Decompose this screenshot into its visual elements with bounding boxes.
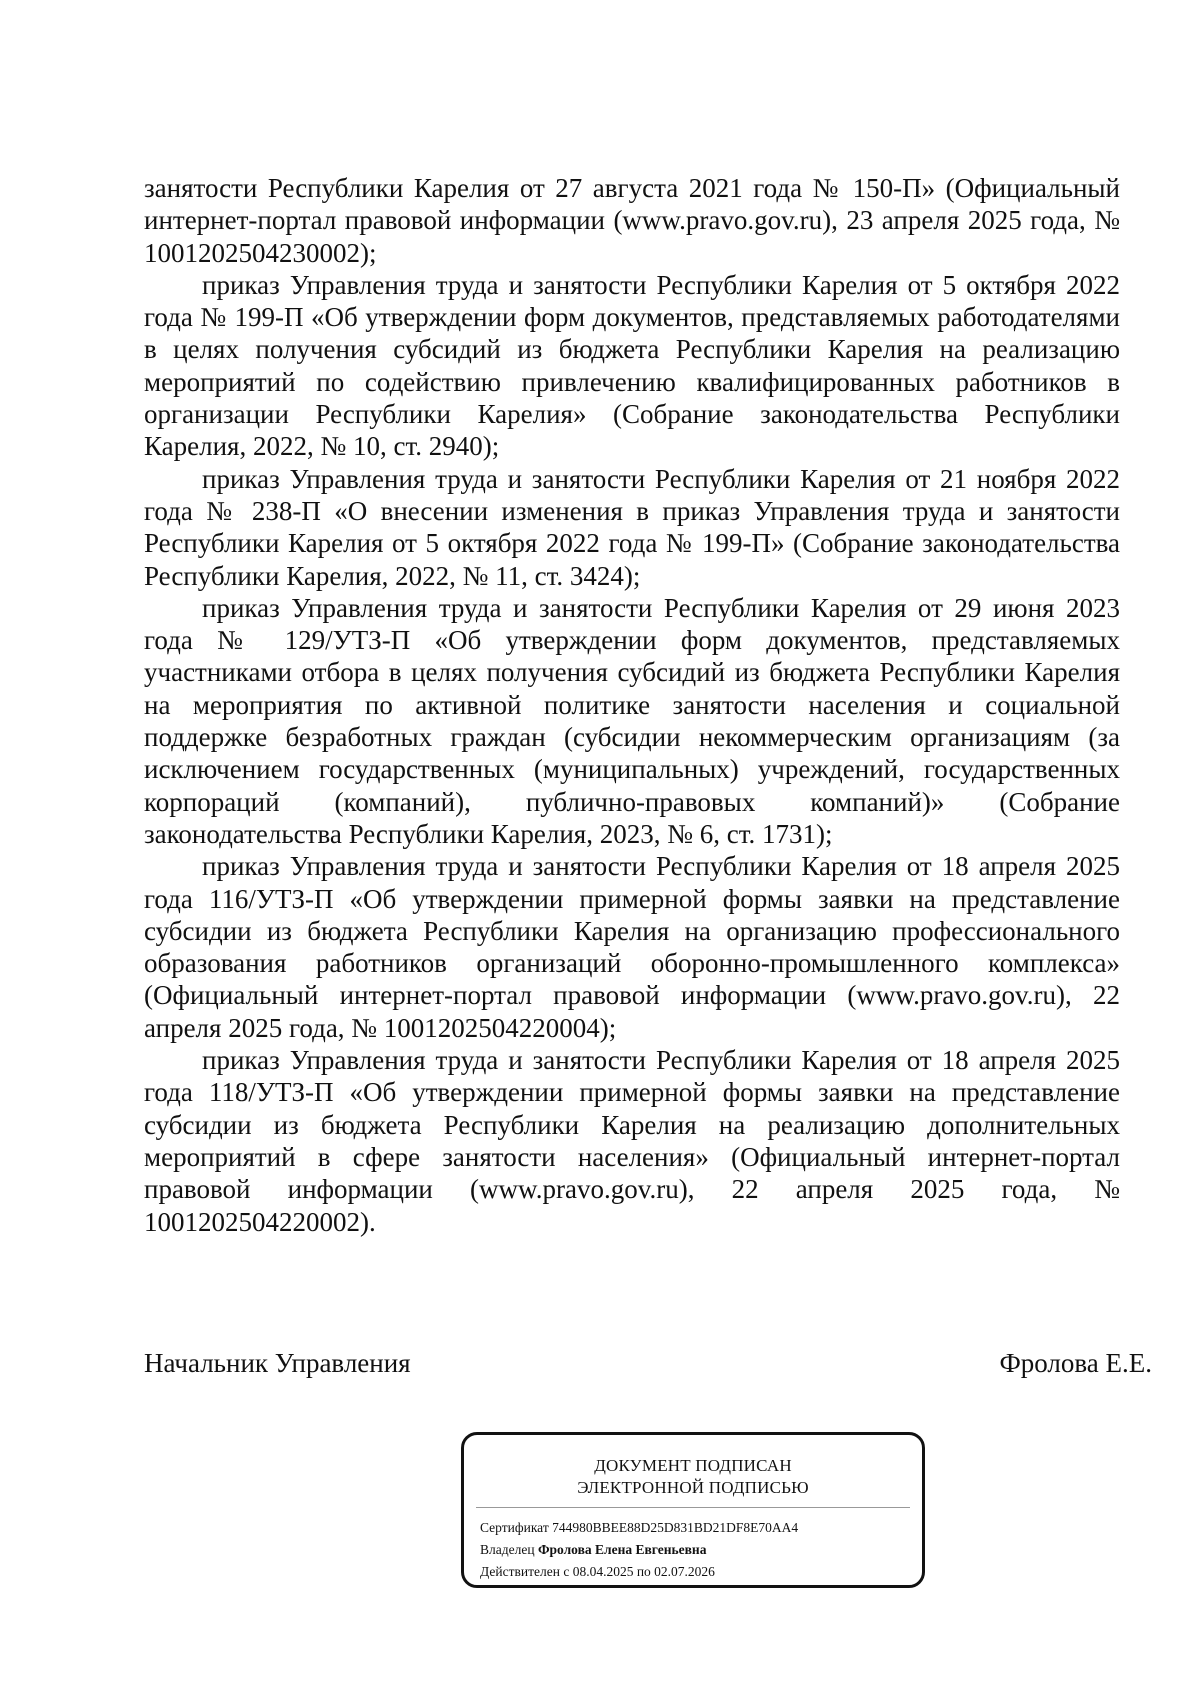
document-body <box>144 172 1120 1238</box>
paragraph-continuation: занятости Республики Карелия от 27 августа 2021 года № 150-П» (Официальный интернет-портал правовой информации (www.pravo.gov.ru), 23 апреля 2025 года, № 1001202504230002); <box>144 173 1120 268</box>
stamp-validity-line <box>480 1561 798 1583</box>
electronic-signature-stamp <box>461 1432 925 1588</box>
valid-to-label: по <box>636 1564 651 1579</box>
signatory-title: Начальник Управления <box>144 1348 411 1378</box>
stamp-certificate-line <box>480 1517 798 1539</box>
valid-from-date: 08.04.2025 <box>572 1564 634 1579</box>
owner-label: Владелец <box>480 1542 535 1557</box>
valid-to-date: 02.07.2026 <box>654 1564 715 1579</box>
certificate-label: Сертификат <box>480 1520 549 1535</box>
paragraph-order-238: приказ Управления труда и занятости Республики Карелия от 21 ноября 2022 года № 238-П «О внесении изменения в приказ Управления труда и занятости Республики Карелия от 5 октября 2022 года № 199-П» (Собрание законодательства Республики Карелия, 2022, № 11, ст. 3424); <box>144 463 1120 591</box>
paragraph-order-129: приказ Управления труда и занятости Республики Карелия от 29 июня 2023 года № 129/УТЗ-П «Об утверждении форм документов, представляемых участниками отбора в целях получения субсидий из бюджета Республики Карелия на мероприятия по активной политике занятости населения и социальной поддержке безработных граждан (субсидии некоммерческим организациям (за исключением государственных (муниципальных) учреждений, государственных корпораций (компаний), публично-правовых компаний)» (Собрание законодательства Республики Карелия, 2023, № 6, ст. 1731); <box>144 592 1120 849</box>
stamp-heading <box>464 1455 922 1499</box>
paragraph-order-118: приказ Управления труда и занятости Республики Карелия от 18 апреля 2025 года 118/УТЗ-П «Об утверждении примерной формы заявки на представление субсидии из бюджета Республики Карелия на реализацию дополнительных мероприятий в сфере занятости населения» (Официальный интернет-портал правовой информации (www.pravo.gov.ru), 22 апреля 2025 года, № 1001202504220002). <box>144 1045 1120 1237</box>
stamp-heading-line1: ДОКУМЕНТ ПОДПИСАН <box>594 1456 792 1475</box>
certificate-value: 744980BBEE88D25D831BD21DF8E70AA4 <box>552 1520 799 1535</box>
stamp-divider <box>476 1507 910 1508</box>
paragraph-order-116: приказ Управления труда и занятости Республики Карелия от 18 апреля 2025 года 116/УТЗ-П «Об утверждении примерной формы заявки на представление субсидии из бюджета Республики Карелия на организацию профессионального образования работников организаций оборонно-промышленного комплекса» (Официальный интернет-портал правовой информации (www.pravo.gov.ru), 22 апреля 2025 года, № 1001202504220004); <box>144 851 1120 1043</box>
stamp-owner-line <box>480 1539 798 1561</box>
valid-from-label: с <box>563 1564 570 1579</box>
owner-value: Фролова Елена Евгеньевна <box>537 1542 707 1557</box>
paragraph-order-199: приказ Управления труда и занятости Республики Карелия от 5 октября 2022 года № 199-П «Об утверждении форм документов, представляемых работодателями в целях получения субсидий из бюджета Республики Карелия на реализацию мероприятий по содействию привлечению квалифицированных работников в организации Республики Карелия» (Собрание законодательства Республики Карелия, 2022, № 10, ст. 2940); <box>144 269 1120 462</box>
stamp-details <box>480 1517 798 1583</box>
stamp-heading-line2: ЭЛЕКТРОННОЙ ПОДПИСЬЮ <box>577 1478 809 1497</box>
valid-label: Действителен <box>480 1564 560 1579</box>
signatory-name: Фролова Е.Е. <box>999 1348 1152 1378</box>
